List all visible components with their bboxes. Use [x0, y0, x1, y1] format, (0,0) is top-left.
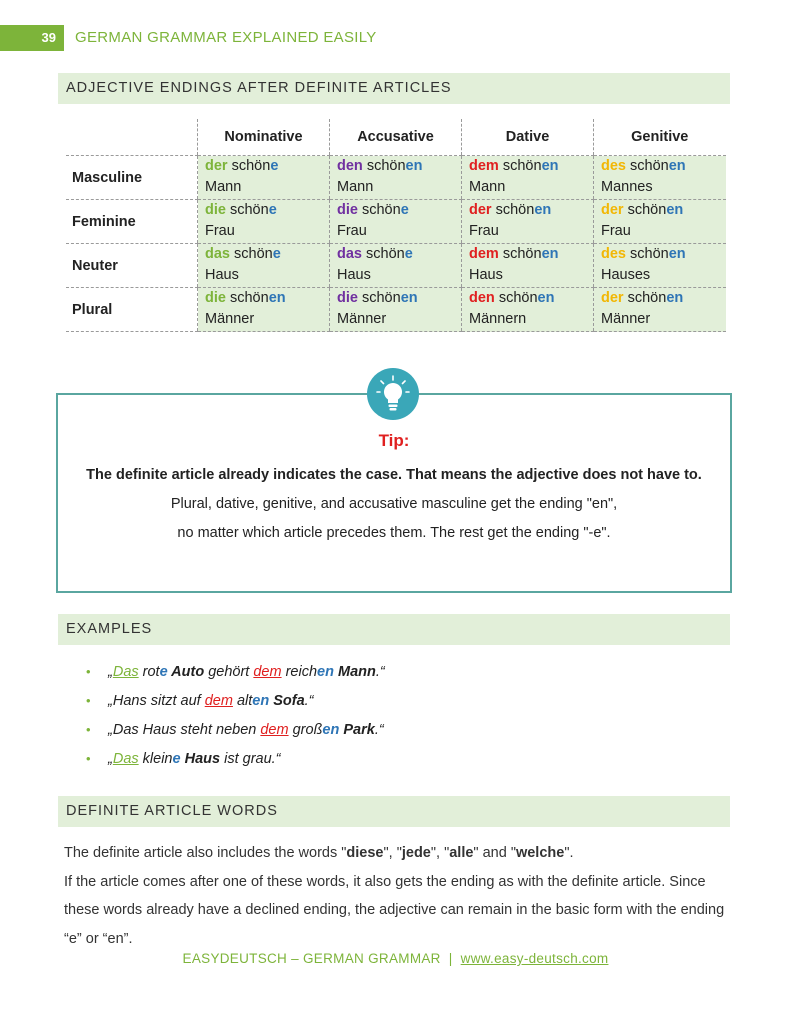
- keyword: welche: [515, 845, 565, 861]
- cell-article: die: [337, 290, 358, 306]
- cell-ending: en: [268, 290, 286, 306]
- table-cell: [198, 244, 330, 288]
- table-row: [66, 156, 726, 200]
- phrase-line: [601, 156, 726, 177]
- row-label-masculine: Masculine: [66, 156, 198, 200]
- table-row: [66, 288, 726, 332]
- tip-box: [56, 393, 732, 593]
- example-text: alt: [232, 693, 253, 709]
- footer-separator: |: [448, 951, 453, 966]
- example-article: dem: [260, 722, 289, 738]
- phrase-line: [469, 200, 593, 221]
- keyword: alle: [449, 845, 474, 861]
- example-noun: Park: [339, 722, 375, 738]
- cell-adjective-stem: schön: [366, 246, 405, 262]
- cell-article: die: [205, 202, 226, 218]
- cell-noun: Mann: [469, 179, 506, 195]
- column-header-accusative: Accusative: [330, 119, 462, 156]
- cell-noun: Frau: [469, 223, 499, 239]
- table-cell: [594, 244, 726, 288]
- bullet-icon: •: [86, 722, 91, 737]
- phrase-line: [601, 200, 726, 221]
- example-text: reich: [281, 664, 318, 680]
- text: ", ": [430, 845, 450, 861]
- example-text: ist grau.“: [220, 751, 281, 767]
- cell-adjective-stem: schön: [366, 158, 406, 174]
- cell-ending: en: [541, 158, 559, 174]
- cell-adjective-stem: schön: [502, 246, 542, 262]
- example-ending: en: [317, 664, 334, 680]
- list-item: [86, 686, 385, 715]
- example-text: groß: [288, 722, 323, 738]
- example-article: dem: [204, 693, 233, 709]
- example-ending: en: [252, 693, 270, 709]
- quote-open: „: [108, 693, 113, 709]
- cell-adjective-stem: schön: [229, 202, 269, 218]
- cell-article: dem: [469, 246, 499, 262]
- list-item: [86, 657, 385, 686]
- column-header-genitive: Genitive: [594, 119, 726, 156]
- keyword: jede: [401, 845, 431, 861]
- cell-article: des: [601, 246, 626, 262]
- tip-main-text: The definite article already indicates the case. That means the adjective does not have to.: [86, 467, 702, 483]
- examples-list: [86, 657, 385, 773]
- cell-noun: Haus: [469, 267, 503, 283]
- phrase-line: [601, 244, 726, 265]
- book-title: GERMAN GRAMMAR EXPLAINED EASILY: [75, 29, 377, 46]
- row-label-plural: Plural: [66, 288, 198, 332]
- tip-text-line-2: no matter which article precedes them. The rest get the ending "-e".: [177, 525, 611, 541]
- example-ending: e: [172, 751, 181, 767]
- cell-article: der: [601, 202, 624, 218]
- table-row: [66, 200, 726, 244]
- cell-adjective-stem: schön: [361, 202, 401, 218]
- phrase-line: [337, 156, 461, 177]
- cell-noun: Männer: [205, 311, 255, 327]
- example-article: dem: [253, 664, 282, 680]
- cell-noun: Mann: [337, 179, 374, 195]
- paragraph-2: If the article comes after one of these words, it also gets the ending as with the definite article. Since these words already have a declined ending, the adjective can remain in the basic form with the ending “e” or “en”.: [64, 873, 725, 947]
- cell-ending: en: [537, 290, 555, 306]
- cell-article: des: [601, 158, 626, 174]
- adjective-endings-table: [66, 119, 726, 332]
- example-article: Das: [112, 751, 139, 767]
- bullet-icon: •: [86, 693, 91, 708]
- cell-noun: Haus: [337, 267, 371, 283]
- tip-text-line-1: Plural, dative, genitive, and accusative masculine get the ending "en",: [170, 496, 618, 512]
- cell-noun: Frau: [337, 223, 367, 239]
- tip-title: Tip:: [378, 431, 410, 450]
- quote-open: „: [108, 664, 113, 680]
- keyword: diese: [346, 845, 384, 861]
- footer-link[interactable]: www.easy-deutsch.com: [460, 951, 609, 966]
- phrase-line: [601, 288, 726, 309]
- section-heading-definite-article-words: DEFINITE ARTICLE WORDS: [58, 796, 730, 827]
- row-label-neuter: Neuter: [66, 244, 198, 288]
- cell-ending: e: [268, 202, 277, 218]
- table-cell: [462, 244, 594, 288]
- example-text: rot: [138, 664, 160, 680]
- cell-ending: en: [534, 202, 552, 218]
- table-cell: [462, 288, 594, 332]
- phrase-line: [205, 200, 329, 221]
- example-noun: Sofa: [269, 693, 305, 709]
- cell-adjective-stem: schön: [495, 202, 535, 218]
- cell-adjective-stem: schön: [630, 158, 669, 174]
- cell-noun: Frau: [601, 223, 631, 239]
- table-corner: [66, 119, 198, 156]
- cell-adjective-stem: schön: [361, 290, 401, 306]
- cell-adjective-stem: schön: [498, 290, 538, 306]
- cell-ending: en: [668, 158, 686, 174]
- table-cell: [330, 244, 462, 288]
- example-ending: en: [322, 722, 340, 738]
- table-cell: [462, 200, 594, 244]
- row-label-feminine: Feminine: [66, 200, 198, 244]
- quote-open: „: [108, 751, 113, 767]
- column-header-dative: Dative: [462, 119, 594, 156]
- phrase-line: [337, 244, 461, 265]
- example-noun: Auto: [167, 664, 205, 680]
- column-header-nominative: Nominative: [198, 119, 330, 156]
- list-item: [86, 715, 385, 744]
- table-cell: [198, 156, 330, 200]
- phrase-line: [337, 288, 461, 309]
- table-header-row: [66, 119, 726, 156]
- bullet-icon: •: [86, 664, 91, 679]
- cell-article: das: [337, 246, 362, 262]
- quote-close: .“: [375, 664, 385, 680]
- phrase-line: [205, 156, 329, 177]
- cell-ending: en: [405, 158, 423, 174]
- quote-close: .“: [374, 722, 384, 738]
- cell-ending: en: [400, 290, 418, 306]
- section-heading-adjective-endings: ADJECTIVE ENDINGS AFTER DEFINITE ARTICLES: [58, 73, 730, 104]
- list-item: [86, 744, 385, 773]
- text: The definite article also includes the words ": [64, 845, 347, 861]
- table-cell: [330, 156, 462, 200]
- cell-article: den: [469, 290, 495, 306]
- page-number: 39: [0, 25, 64, 51]
- cell-ending: en: [541, 246, 559, 262]
- cell-adjective-stem: schön: [502, 158, 542, 174]
- example-noun: Haus: [180, 751, 221, 767]
- cell-noun: Männer: [337, 311, 387, 327]
- cell-noun: Männern: [469, 311, 527, 327]
- cell-ending: en: [666, 290, 684, 306]
- cell-article: die: [205, 290, 226, 306]
- cell-adjective-stem: schön: [231, 158, 271, 174]
- cell-noun: Frau: [205, 223, 235, 239]
- phrase-line: [469, 156, 593, 177]
- lightbulb-icon-graphic: [367, 368, 419, 420]
- phrase-line: [205, 288, 329, 309]
- cell-ending: e: [400, 202, 409, 218]
- text: ".: [564, 845, 574, 861]
- definite-article-words-text: [64, 839, 734, 953]
- cell-noun: Haus: [205, 267, 239, 283]
- cell-ending: en: [668, 246, 686, 262]
- table-cell: [594, 200, 726, 244]
- table-cell: [594, 288, 726, 332]
- table-cell: [330, 288, 462, 332]
- example-noun: Mann: [333, 664, 376, 680]
- example-text: klein: [138, 751, 173, 767]
- footer-title: EASYDEUTSCH – GERMAN GRAMMAR: [182, 951, 441, 966]
- example-text: Das Haus steht neben: [112, 722, 261, 738]
- table-row: [66, 244, 726, 288]
- cell-article: der: [601, 290, 624, 306]
- table-cell: [198, 200, 330, 244]
- section-heading-examples: EXAMPLES: [58, 614, 730, 645]
- cell-article: die: [337, 202, 358, 218]
- cell-ending: e: [404, 246, 413, 262]
- table-cell: [462, 156, 594, 200]
- cell-ending: e: [270, 158, 279, 174]
- quote-close: .“: [304, 693, 314, 709]
- cell-adjective-stem: schön: [229, 290, 269, 306]
- cell-ending: e: [272, 246, 281, 262]
- cell-noun: Hauses: [601, 267, 651, 283]
- cell-article: der: [469, 202, 492, 218]
- cell-article: der: [205, 158, 228, 174]
- text: ", ": [383, 845, 402, 861]
- paragraph-1: [64, 839, 734, 868]
- phrase-line: [205, 244, 329, 265]
- example-article: Das: [112, 664, 139, 680]
- quote-open: „: [108, 722, 113, 738]
- cell-noun: Mann: [205, 179, 242, 195]
- example-ending: e: [159, 664, 168, 680]
- example-text: Hans sitzt auf: [112, 693, 205, 709]
- text: " and ": [473, 845, 516, 861]
- cell-adjective-stem: schön: [630, 246, 669, 262]
- cell-adjective-stem: schön: [234, 246, 273, 262]
- cell-noun: Mannes: [601, 179, 653, 195]
- table-cell: [198, 288, 330, 332]
- table-cell: [330, 200, 462, 244]
- phrase-line: [469, 288, 593, 309]
- cell-ending: en: [666, 202, 684, 218]
- footer: [0, 951, 791, 966]
- cell-article: das: [205, 246, 230, 262]
- bullet-icon: •: [86, 751, 91, 766]
- cell-noun: Männer: [601, 311, 651, 327]
- cell-adjective-stem: schön: [627, 202, 667, 218]
- phrase-line: [337, 200, 461, 221]
- phrase-line: [469, 244, 593, 265]
- cell-adjective-stem: schön: [627, 290, 667, 306]
- cell-article: den: [337, 158, 363, 174]
- example-text: gehört: [204, 664, 254, 680]
- table-cell: [594, 156, 726, 200]
- lightbulb-icon: [367, 368, 419, 420]
- cell-article: dem: [469, 158, 499, 174]
